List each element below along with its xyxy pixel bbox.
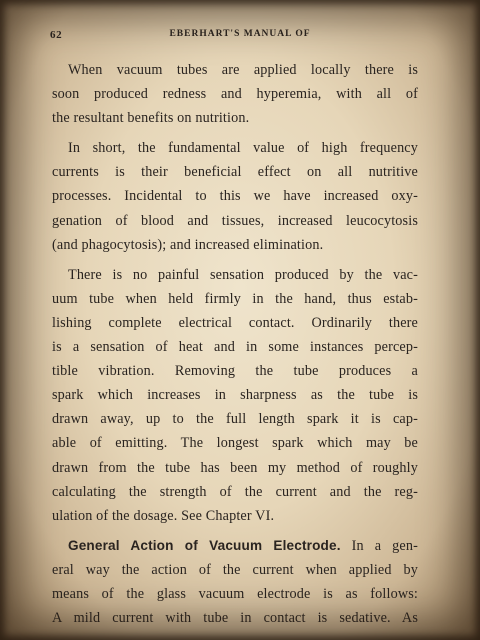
text-line: calculating the strength of the current and the reg- — [52, 483, 418, 500]
text-line: drawn away, up to the full length spark it is cap- — [52, 411, 418, 428]
heading-line-rest: In a gen- — [340, 537, 418, 554]
page-header — [50, 29, 430, 45]
paragraph-2 — [52, 136, 418, 256]
text-line: means of the glass vacuum electrode is as follows: — [52, 585, 418, 602]
text-line: eral way the action of the current when applied by — [52, 561, 418, 578]
text-line: (and phagocytosis); and increased elimination. — [52, 236, 324, 253]
text-line: able of emitting. The longest spark which may be — [52, 435, 418, 452]
text-line: A mild current with tube in contact is sedative. As — [52, 610, 418, 627]
page-number: 62 — [50, 29, 63, 41]
text-line: soon produced redness and hyperemia, with all of — [52, 86, 418, 103]
paragraph-1 — [52, 58, 418, 130]
paragraph-4 — [52, 534, 418, 630]
text-line: uum tube when held firmly in the hand, thus estab- — [52, 290, 418, 307]
text-line: genation of blood and tissues, increased leucocytosis — [52, 212, 418, 229]
section-heading: General Action of Vacuum Electrode. — [68, 537, 341, 553]
text-line: In short, the fundamental value of high frequency — [68, 140, 418, 157]
body-text — [52, 58, 418, 636]
text-line: currents is their beneficial effect on all nutritive — [52, 164, 418, 181]
running-head: EBERHART'S MANUAL OF — [169, 29, 311, 39]
text-line: When vacuum tubes are applied locally there is — [68, 62, 418, 78]
text-line: ulation of the dosage. See Chapter VI. — [52, 507, 275, 524]
text-line: processes. Incidental to this we have increased oxy- — [52, 188, 418, 205]
text-line: tible vibration. Removing the tube produces a — [52, 363, 418, 380]
text-line — [52, 534, 418, 558]
text-line: lishing complete electrical contact. Ordinarily there — [52, 314, 418, 331]
paragraph-3 — [52, 263, 418, 528]
text-line: There is no painful sensation produced by the vac- — [68, 266, 418, 283]
text-line: is a sensation of heat and in some instances percep- — [52, 339, 418, 356]
text-line: the resultant benefits on nutrition. — [52, 110, 250, 127]
text-line: spark which increases in sharpness as the tube is — [52, 387, 418, 404]
text-line: drawn from the tube has been my method of roughly — [52, 459, 418, 476]
